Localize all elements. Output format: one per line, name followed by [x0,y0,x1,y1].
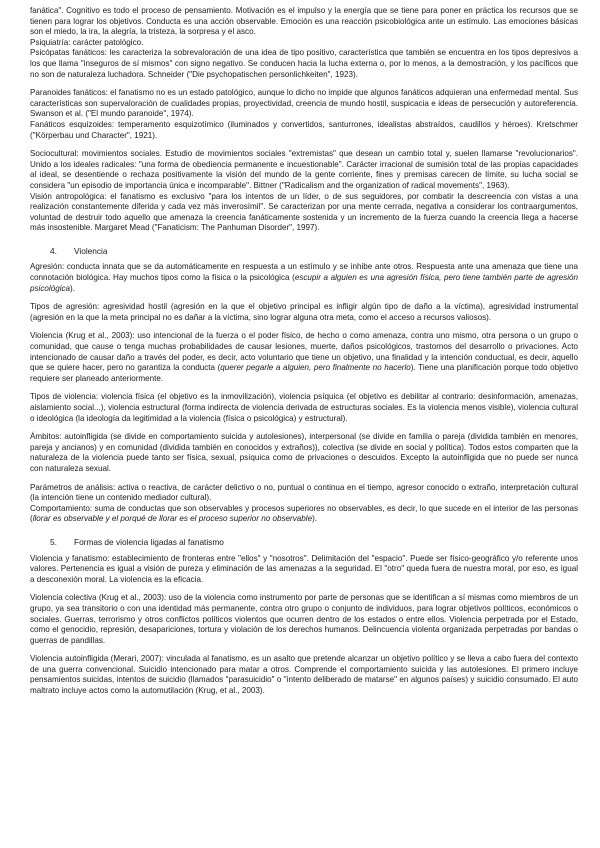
section-number: 4. [50,245,57,256]
text-run: ). Tiene una planificación porque todo objetivo requiere ser planeado anteriormente. [30,363,578,383]
section-number: 5. [50,536,57,547]
italic-text: llorar es observable y el porqué de llorar es el proceso superior no observable [32,514,313,524]
paragraph [30,192,578,234]
paragraph [30,38,578,49]
paragraph [30,120,578,141]
document-page [30,6,578,697]
text-run: Agresión: conducta innata que se da automáticamente en respuesta a un estímulo y se inhibe ante otros. Respuesta ante una amenaza que tiene una connotación biológica. Hay muchos tipos como la física o la psicológica ( [30,262,578,283]
paragraph [30,48,578,80]
text-run: Comportamiento: suma de conductas que son observables y procesos superiores no observables, es decir, lo que sucede en el interior de las personas ( [30,503,578,524]
italic-text: querer pegarle a alguien, pero finalmente no hacerlo [220,363,411,373]
section-title: Violencia [74,245,108,256]
text-run: Violencia (Krug et al., 2003): uso intencional de la fuerza o el poder físico, de hecho o como amenaza, contra uno mismo, otra persona o un grupo o comunidad, que cause o tenga muchas probabilidades de causar lesiones, muerte, daños psicológicos, trastornos del desarrollo o privaciones. Acto intencionado de causar daño a través del poder, es decir, acto voluntario que tiene un objetivo, una finalidad y la intención conductual, es decir, aquello que se quiere hacer, pero no garantiza la conducta ( [30,331,578,373]
text-run: Visión antropológica: el fanatismo es exclusivo "para los intentos de un líder, o de sus seguidores, por combatir la descreencia con vistas a una realización constantemente diferida y cada vez más inverosímil". Se caracterizan por una mente cerrada, negativa a considerar los contraargumentos, voluntad de destruir todo aquello que amenaza la creencia fanáticamente sostenida y un incremento de la fuerza cuando la creencia llega a hacerse más insostenible. Margaret Mead ("Fanaticism: The Panhuman Disorder", 1997). [30,191,578,233]
text-run: Psicópatas fanáticos: les caracteriza la sobrevaloración de una idea de tipo positivo, característica que también se encuentra en los tipos depresivos a los que llama "inseguros de sí mismos" con signo negativo. Se conducen hacia la lucha externa o, por lo menos, a la demostración, y los pacíficos que no son de naturaleza luchadora. Schneider ("Die psychopatischen personlichkeiten", 1923). [30,48,578,79]
paragraph [30,554,578,586]
section-heading [30,537,578,548]
text-run: Tipos de violencia: violencia física (el objetivo es la inmovilización), violencia psíquica (el objetivo es debilitar al contrario: desinformación, amenazas, aislamiento social...), violencia estructural (forma indirecta de violencia derivada de estructuras sociales. Es la violencia menos visible), violencia cultural o ideológica (la ideología da legitimidad a la violencia (física o psicológica) y estructural). [30,392,578,423]
text-run: Violencia colectiva (Krug et al., 2003): uso de la violencia como instrumento por parte de personas que se identifican a sí mismas como miembros de un grupo, ya sea transitorio o con una identidad más permanente, contra otro grupo o conjunto de individuos, para lograr objetivos políticos, económicos o sociales. Guerras, terrorismo y otros conflictos políticos violentos que ocurren dentro de los estados o entre ellos. Violencia perpetrada por el Estado, como el genocidio, represión, desapariciones, tortura y violación de los derechos humanos. Delincuencia violenta organizada perpetradas por bandas o guerras de pandillas. [30,593,578,645]
text-run: Paranoides fanáticos: el fanatismo no es un estado patológico, aunque lo dicho no impide que algunos fanáticos adquieran una enfermedad mental. Sus características son supervaloración de cualidades propias, proyectividad, creencia de mundo hostil, suspicacia e ideas de persecución y autoreferencia. Swanson et al. ("El mundo paranoide", 1974). [30,88,578,119]
text-run: ). [70,283,75,293]
text-run: Parámetros de análisis: activa o reactiva, de carácter delictivo o no, puntual o continua en el tiempo, agresor conocido o extraño, interpretación cultural (la intención tiene un contenido mediador cultural). [30,482,578,503]
text-run: Violencia y fanatismo: establecimiento de fronteras entre "ellos" y "nosotros". Delimitación del "espacio". Puede ser físico-geográfico y/o referente unos valores. Pertenencia es igual a visión de pureza y eliminación de las amenazas a la seguridad. El "otro" queda fuera de nuestra moral, por eso, es igual a desconexión moral. La violencia es la eficacia. [30,553,578,584]
italic-text: escupir a alguien es una agresión física, pero tiene también parte de agresión psicológica [30,273,578,293]
text-run: Violencia autoinfligida (Merari, 2007): vinculada al fanatismo, es un asalto que pretende alcanzar un objetivo político y se lleva a cabo fuera del contexto de una guerra convencional. Suicidio intencionado para matar a otros. Comprende el comportamiento suicida y las autolesiones. El primero incluye pensamientos suicidas, intentos de suicidio (llamados "parasuicidio" o "intento deliberado de matarse" en algunos países) y suicidio consumado. El auto maltrato incluye actos como la automutilación (Krug, et al., 2003). [30,654,578,696]
text-run: Fanáticos esquizoides: temperamento esquizotímico (iluminados y convertidos, santurrones, idealistas abstraídos, caudillos y héroes). Kretschmer ("Körperbau und Character", 1921). [30,119,578,140]
paragraph [30,593,578,646]
paragraph [30,6,578,38]
paragraph [30,149,578,191]
text-run: Ámbitos: autoinfligida (se divide en comportamiento suicida y autolesiones), interpersonal (se divide en familia o pareja (dividida también en menores, pareja y ancianos) y en comunidad (dividida también en conocidos y extraños)), colectiva (se divide en social y política). Todos estos comparten que la naturaleza de la violencia puede tanto ser física, sexual, psíquica como de privaciones o descuidos. Excepto la autoinfligida que no puede ser nunca con naturaleza sexual. [30,432,578,473]
paragraph [30,504,578,525]
paragraph [30,262,578,294]
text-run: Sociocultural: movimientos sociales. Estudio de movimientos sociales "extremistas" que desean un cambio total y, suelen llamarse "revolucionarios". Unido a los ideales radicales: "una forma de obediencia permanente e incuestionable". Carácter irracional de sumisión total de las propias capacidades al ideal, se desentiende o rechaza positivamente la visión del mundo de la gente corriente, fines y premisas carecen de límite, su lucha social se considera "un episodio de importancia única e incomparable". Bittner ("Radicalism and the organization of radical movements", 1963). [30,149,578,190]
paragraph [30,432,578,474]
text-run: fanática". Cognitivo es todo el proceso de pensamiento. Motivación es el impulso y la energía que se tiene para poner en práctica los recursos que se tienen para lograr los objetivos. Conducta es una acción observable. Emoción es una reacción psicobiológica ante un estímulo. Las emociones básicas son el miedo, la ira, la alegría, la tristeza, la sorpresa y el asco. [30,6,578,37]
paragraph [30,392,578,424]
text-run: Psiquiatría: carácter patológico. [30,37,144,47]
paragraph [30,483,578,504]
paragraph [30,302,578,323]
section-title: Formas de violencia ligadas al fanatismo [74,536,224,547]
text-run: Tipos de agresión: agresividad hostil (agresión en la que el objetivo principal es infligir algún tipo de daño a la víctima), agresividad instrumental (agresión en la que la meta principal no es dañar a la víctima, sino lograr alguna otra meta, como el acceso a recursos valiosos). [30,302,578,322]
text-run: ). [312,514,318,524]
paragraph [30,331,578,384]
section-heading [30,246,578,257]
paragraph [30,88,578,120]
paragraph [30,654,578,696]
